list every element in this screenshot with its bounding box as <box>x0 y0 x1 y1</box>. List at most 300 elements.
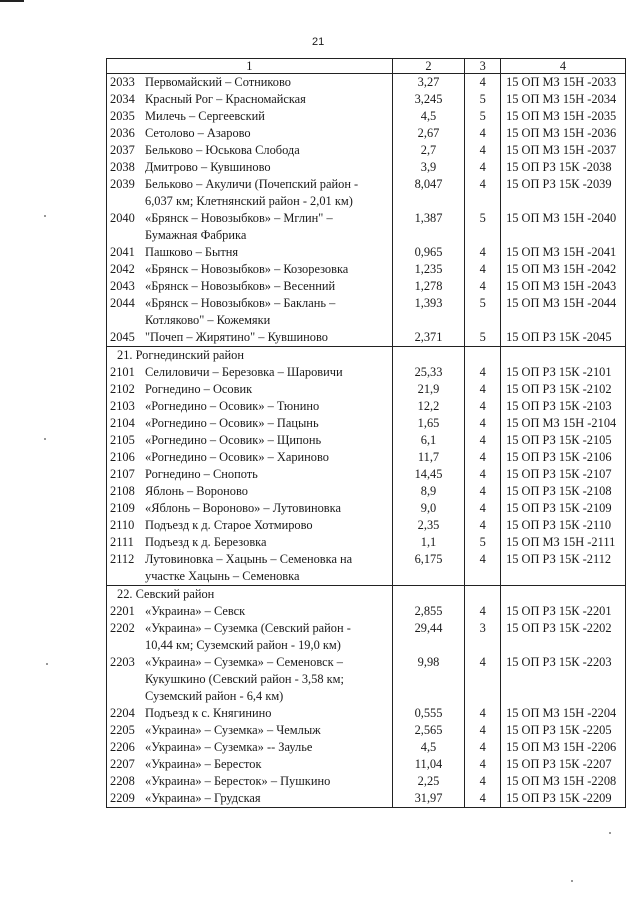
road-name-block <box>110 125 392 142</box>
road-category: 4 <box>465 159 501 176</box>
road-category: 4 <box>465 415 501 432</box>
road-category: 5 <box>465 329 501 347</box>
empty-cell <box>465 586 501 604</box>
road-name-block <box>110 91 392 108</box>
road-name-cell <box>107 295 393 329</box>
table-row <box>107 466 626 483</box>
table-body <box>107 74 626 808</box>
road-id-number: 15 ОП РЗ 15К -2110 <box>501 517 626 534</box>
road-length: 8,9 <box>392 483 465 500</box>
road-name-line: «Украина» – Суземка» -- Заулье <box>145 740 313 754</box>
empty-cell <box>501 586 626 604</box>
road-name-cell <box>107 551 393 586</box>
road-name-block <box>110 756 392 773</box>
road-length: 9,98 <box>392 654 465 705</box>
district-heading: 22. Севский район <box>107 586 393 604</box>
road-id-number: 15 ОП РЗ 15К -2205 <box>501 722 626 739</box>
road-category: 4 <box>465 790 501 808</box>
road-length: 1,235 <box>392 261 465 278</box>
road-category: 4 <box>465 261 501 278</box>
road-id-number: 15 ОП МЗ 15Н -2035 <box>501 108 626 125</box>
road-name-line: 6,037 км; Клетнянский район - 2,01 км) <box>145 194 353 208</box>
road-name-block <box>110 210 392 244</box>
table-row <box>107 261 626 278</box>
road-code: 2203 <box>110 655 135 669</box>
road-code: 2208 <box>110 774 135 788</box>
road-name-cell <box>107 176 393 210</box>
road-name-line: Бельково – Юськова Слобода <box>145 143 300 157</box>
road-name-line: «Брянск – Новозыбков» – Баклань – <box>145 296 336 310</box>
road-code: 2045 <box>110 330 135 344</box>
scan-speck <box>571 880 573 882</box>
road-name-cell <box>107 432 393 449</box>
road-name-line: Котляково" – Кожемяки <box>145 313 271 327</box>
road-id-number: 15 ОП РЗ 15К -2107 <box>501 466 626 483</box>
road-name-block <box>110 261 392 278</box>
road-code: 2201 <box>110 604 135 618</box>
road-name-cell <box>107 142 393 159</box>
road-name-line: Пашково – Бытня <box>145 245 239 259</box>
table-row <box>107 74 626 92</box>
road-name-cell <box>107 773 393 790</box>
road-name-block <box>110 278 392 295</box>
road-id-number: 15 ОП МЗ 15Н -2037 <box>501 142 626 159</box>
road-id-number: 15 ОП РЗ 15К -2109 <box>501 500 626 517</box>
road-code: 2106 <box>110 450 135 464</box>
header-col-3: 3 <box>465 59 501 74</box>
roads-table <box>106 58 626 808</box>
table-row <box>107 449 626 466</box>
road-name-line: «Яблонь – Вороново» – Лутовиновка <box>145 501 341 515</box>
road-code: 2111 <box>110 535 134 549</box>
road-code: 2108 <box>110 484 135 498</box>
table-row <box>107 125 626 142</box>
table-header <box>107 59 626 74</box>
road-category: 4 <box>465 654 501 705</box>
road-name-cell <box>107 620 393 654</box>
road-category: 4 <box>465 125 501 142</box>
road-code: 2041 <box>110 245 135 259</box>
table-row <box>107 295 626 329</box>
road-name-block <box>110 466 392 483</box>
table-row <box>107 756 626 773</box>
road-category: 4 <box>465 551 501 586</box>
road-name-line: Яблонь – Вороново <box>145 484 248 498</box>
scan-speck <box>46 663 48 665</box>
road-code: 2104 <box>110 416 135 430</box>
road-code: 2204 <box>110 706 135 720</box>
table-row <box>107 790 626 808</box>
road-length: 25,33 <box>392 364 465 381</box>
road-name-cell <box>107 654 393 705</box>
road-name-cell <box>107 210 393 244</box>
road-name-line: «Украина» – Севск <box>145 604 246 618</box>
road-name-block <box>110 244 392 261</box>
table-row <box>107 91 626 108</box>
road-name-cell <box>107 381 393 398</box>
road-id-number: 15 ОП РЗ 15К -2103 <box>501 398 626 415</box>
road-category: 4 <box>465 705 501 722</box>
road-id-number: 15 ОП МЗ 15Н -2043 <box>501 278 626 295</box>
road-name-line: «Рогнедино – Осовик» – Щипонь <box>145 433 322 447</box>
road-category: 5 <box>465 210 501 244</box>
road-name-cell <box>107 108 393 125</box>
road-category: 4 <box>465 176 501 210</box>
road-code: 2103 <box>110 399 135 413</box>
road-name-cell <box>107 739 393 756</box>
scan-speck <box>609 832 611 834</box>
road-name-cell <box>107 364 393 381</box>
road-length: 1,387 <box>392 210 465 244</box>
road-name-cell <box>107 483 393 500</box>
road-name-line: участке Хацынь – Семеновка <box>145 569 300 583</box>
table-row <box>107 620 626 654</box>
road-name-cell <box>107 466 393 483</box>
road-name-line: «Брянск – Новозыбков» – Весенний <box>145 279 336 293</box>
road-name-block <box>110 620 392 654</box>
road-name-block <box>110 483 392 500</box>
road-name-line: «Украина» – Суземка» – Семеновск – <box>145 655 343 669</box>
table-row <box>107 603 626 620</box>
table-row <box>107 432 626 449</box>
road-name-line: Подъезд к с. Княгинино <box>145 706 272 720</box>
road-name-line: Красный Рог – Красномайская <box>145 92 306 106</box>
road-id-number: 15 ОП МЗ 15Н -2033 <box>501 74 626 92</box>
road-id-number: 15 ОП МЗ 15Н -2042 <box>501 261 626 278</box>
road-name-line: «Рогнедино – Осовик» – Тюнино <box>145 399 320 413</box>
road-name-cell <box>107 790 393 808</box>
road-code: 2112 <box>110 552 135 566</box>
road-id-number: 15 ОП РЗ 15К -2045 <box>501 329 626 347</box>
road-name-block <box>110 398 392 415</box>
road-code: 2206 <box>110 740 135 754</box>
road-name-cell <box>107 278 393 295</box>
table-row <box>107 108 626 125</box>
road-name-line: Сетолово – Азарово <box>145 126 251 140</box>
road-name-line: «Брянск – Новозыбков» – Козорезовка <box>145 262 349 276</box>
road-name-line: Подъезд к д. Старое Хотмирово <box>145 518 313 532</box>
road-length: 4,5 <box>392 739 465 756</box>
road-length: 2,371 <box>392 329 465 347</box>
road-category: 4 <box>465 517 501 534</box>
road-code: 2033 <box>110 75 135 89</box>
road-id-number: 15 ОП МЗ 15Н -2206 <box>501 739 626 756</box>
road-name-cell <box>107 500 393 517</box>
road-length: 11,04 <box>392 756 465 773</box>
road-id-number: 15 ОП РЗ 15К -2106 <box>501 449 626 466</box>
road-name-block <box>110 415 392 432</box>
road-name-line: Милечь – Сергеевский <box>145 109 265 123</box>
road-code: 2202 <box>110 621 135 635</box>
road-name-line: «Рогнедино – Осовик» – Хариново <box>145 450 329 464</box>
road-code: 2105 <box>110 433 135 447</box>
road-name-block <box>110 142 392 159</box>
road-code: 2038 <box>110 160 135 174</box>
road-name-block <box>110 449 392 466</box>
road-category: 4 <box>465 603 501 620</box>
road-name-block <box>110 364 392 381</box>
road-length: 3,245 <box>392 91 465 108</box>
road-length: 21,9 <box>392 381 465 398</box>
road-name-line: «Украина» – Грудская <box>145 791 261 805</box>
road-name-cell <box>107 415 393 432</box>
road-length: 11,7 <box>392 449 465 466</box>
road-length: 31,97 <box>392 790 465 808</box>
road-name-line: Лутовиновка – Хацынь – Семеновка на <box>145 552 353 566</box>
road-category: 5 <box>465 108 501 125</box>
road-name-cell <box>107 517 393 534</box>
road-name-line: «Брянск – Новозыбков» – Мглин" – <box>145 211 333 225</box>
road-name-line: «Рогнедино – Осовик» – Пацынь <box>145 416 319 430</box>
road-category: 4 <box>465 466 501 483</box>
road-id-number: 15 ОП РЗ 15К -2039 <box>501 176 626 210</box>
road-id-number: 15 ОП МЗ 15Н -2041 <box>501 244 626 261</box>
table-row <box>107 739 626 756</box>
road-code: 2110 <box>110 518 135 532</box>
road-length: 29,44 <box>392 620 465 654</box>
road-length: 14,45 <box>392 466 465 483</box>
road-id-number: 15 ОП РЗ 15К -2202 <box>501 620 626 654</box>
road-name-cell <box>107 398 393 415</box>
road-code: 2034 <box>110 92 135 106</box>
road-name-block <box>110 722 392 739</box>
header-col-2: 2 <box>392 59 465 74</box>
road-category: 4 <box>465 244 501 261</box>
road-category: 4 <box>465 773 501 790</box>
road-name-line: Дмитрово – Кувшиново <box>145 160 271 174</box>
road-category: 4 <box>465 756 501 773</box>
road-id-number: 15 ОП РЗ 15К -2038 <box>501 159 626 176</box>
road-name-block <box>110 295 392 329</box>
road-name-cell <box>107 705 393 722</box>
road-name-cell <box>107 722 393 739</box>
road-code: 2043 <box>110 279 135 293</box>
road-name-line: "Почеп – Жирятино" – Кувшиново <box>145 330 328 344</box>
road-id-number: 15 ОП МЗ 15Н -2104 <box>501 415 626 432</box>
table-row <box>107 551 626 586</box>
road-id-number: 15 ОП МЗ 15Н -2044 <box>501 295 626 329</box>
road-category: 4 <box>465 483 501 500</box>
road-category: 4 <box>465 74 501 92</box>
district-heading-row <box>107 347 626 365</box>
road-category: 4 <box>465 432 501 449</box>
road-code: 2037 <box>110 143 135 157</box>
road-code: 2035 <box>110 109 135 123</box>
road-name-block <box>110 108 392 125</box>
road-name-block <box>110 74 392 91</box>
road-name-block <box>110 603 392 620</box>
header-col-4: 4 <box>501 59 626 74</box>
road-name-block <box>110 329 392 346</box>
road-code: 2102 <box>110 382 135 396</box>
road-code: 2107 <box>110 467 135 481</box>
road-length: 3,27 <box>392 74 465 92</box>
road-name-line: Подъезд к д. Березовка <box>145 535 267 549</box>
road-name-line: «Украина» – Бересток <box>145 757 262 771</box>
table-row <box>107 278 626 295</box>
road-name-cell <box>107 329 393 347</box>
road-length: 12,2 <box>392 398 465 415</box>
table-row <box>107 654 626 705</box>
road-length: 2,67 <box>392 125 465 142</box>
road-name-cell <box>107 125 393 142</box>
scan-speck <box>44 438 46 440</box>
table-row <box>107 364 626 381</box>
empty-cell <box>501 347 626 365</box>
road-category: 4 <box>465 449 501 466</box>
table-row <box>107 142 626 159</box>
road-code: 2109 <box>110 501 135 515</box>
road-name-block <box>110 432 392 449</box>
road-code: 2205 <box>110 723 135 737</box>
road-id-number: 15 ОП МЗ 15Н -2036 <box>501 125 626 142</box>
header-col-1: 1 <box>107 59 393 74</box>
road-length: 4,5 <box>392 108 465 125</box>
table-row <box>107 773 626 790</box>
road-name-block <box>110 790 392 807</box>
district-heading: 21. Рогнединский район <box>107 347 393 365</box>
table-row <box>107 210 626 244</box>
road-id-number: 15 ОП МЗ 15Н -2034 <box>501 91 626 108</box>
scan-corner-mark <box>0 0 24 2</box>
road-length: 1,278 <box>392 278 465 295</box>
road-name-line: Первомайский – Сотниково <box>145 75 291 89</box>
road-id-number: 15 ОП РЗ 15К -2101 <box>501 364 626 381</box>
table-row <box>107 329 626 347</box>
road-name-cell <box>107 91 393 108</box>
road-name-line: 10,44 км; Суземский район - 19,0 км) <box>145 638 341 652</box>
road-code: 2044 <box>110 296 135 310</box>
road-id-number: 15 ОП РЗ 15К -2102 <box>501 381 626 398</box>
road-name-block <box>110 517 392 534</box>
empty-cell <box>392 347 465 365</box>
road-length: 1,1 <box>392 534 465 551</box>
table-row <box>107 517 626 534</box>
table-row <box>107 176 626 210</box>
road-length: 8,047 <box>392 176 465 210</box>
road-category: 3 <box>465 620 501 654</box>
road-name-block <box>110 500 392 517</box>
road-category: 4 <box>465 398 501 415</box>
road-length: 2,565 <box>392 722 465 739</box>
road-length: 9,0 <box>392 500 465 517</box>
road-category: 4 <box>465 142 501 159</box>
road-name-block <box>110 381 392 398</box>
road-name-line: «Украина» – Суземка» – Чемлыж <box>145 723 321 737</box>
road-category: 4 <box>465 278 501 295</box>
road-length: 1,65 <box>392 415 465 432</box>
road-name-line: Рогнедино – Осовик <box>145 382 253 396</box>
road-name-block <box>110 534 392 551</box>
road-category: 5 <box>465 534 501 551</box>
road-category: 5 <box>465 295 501 329</box>
table-row <box>107 244 626 261</box>
road-code: 2042 <box>110 262 135 276</box>
road-name-cell <box>107 756 393 773</box>
road-category: 4 <box>465 739 501 756</box>
road-length: 2,25 <box>392 773 465 790</box>
road-length: 1,393 <box>392 295 465 329</box>
road-name-block <box>110 551 392 585</box>
road-length: 6,175 <box>392 551 465 586</box>
road-name-line: «Украина» – Бересток» – Пушкино <box>145 774 331 788</box>
road-id-number: 15 ОП РЗ 15К -2112 <box>501 551 626 586</box>
road-name-line: Суземский район - 6,4 км) <box>145 689 284 703</box>
road-category: 4 <box>465 722 501 739</box>
table-row <box>107 159 626 176</box>
road-name-cell <box>107 74 393 92</box>
table-row <box>107 398 626 415</box>
table-row <box>107 705 626 722</box>
road-category: 4 <box>465 364 501 381</box>
table-row <box>107 534 626 551</box>
table-row <box>107 483 626 500</box>
scan-speck <box>44 215 46 217</box>
table-row <box>107 722 626 739</box>
road-length: 3,9 <box>392 159 465 176</box>
district-heading-row <box>107 586 626 604</box>
road-id-number: 15 ОП РЗ 15К -2105 <box>501 432 626 449</box>
road-category: 4 <box>465 381 501 398</box>
table-row <box>107 500 626 517</box>
road-length: 2,855 <box>392 603 465 620</box>
road-name-block <box>110 159 392 176</box>
road-length: 0,555 <box>392 705 465 722</box>
road-name-line: Селиловичи – Березовка – Шаровичи <box>145 365 343 379</box>
road-length: 2,7 <box>392 142 465 159</box>
road-name-line: Рогнедино – Снопоть <box>145 467 258 481</box>
road-length: 6,1 <box>392 432 465 449</box>
table-row <box>107 381 626 398</box>
road-code: 2040 <box>110 211 135 225</box>
road-name-cell <box>107 534 393 551</box>
road-name-block <box>110 773 392 790</box>
road-id-number: 15 ОП РЗ 15К -2203 <box>501 654 626 705</box>
road-name-line: «Украина» – Суземка (Севский район - <box>145 621 351 635</box>
road-name-cell <box>107 603 393 620</box>
road-code: 2209 <box>110 791 135 805</box>
road-name-cell <box>107 244 393 261</box>
road-id-number: 15 ОП РЗ 15К -2201 <box>501 603 626 620</box>
road-id-number: 15 ОП РЗ 15К -2209 <box>501 790 626 808</box>
road-id-number: 15 ОП МЗ 15Н -2204 <box>501 705 626 722</box>
road-category: 5 <box>465 91 501 108</box>
road-name-line: Кукушкино (Севский район - 3,58 км; <box>145 672 344 686</box>
road-name-cell <box>107 261 393 278</box>
road-name-block <box>110 705 392 722</box>
road-name-block <box>110 654 392 705</box>
road-length: 2,35 <box>392 517 465 534</box>
road-id-number: 15 ОП МЗ 15Н -2040 <box>501 210 626 244</box>
road-length: 0,965 <box>392 244 465 261</box>
empty-cell <box>392 586 465 604</box>
road-category: 4 <box>465 500 501 517</box>
road-code: 2101 <box>110 365 135 379</box>
road-id-number: 15 ОП РЗ 15К -2207 <box>501 756 626 773</box>
road-name-line: Бельково – Акуличи (Почепский район - <box>145 177 359 191</box>
road-name-block <box>110 739 392 756</box>
road-code: 2036 <box>110 126 135 140</box>
road-code: 2207 <box>110 757 135 771</box>
road-id-number: 15 ОП МЗ 15Н -2208 <box>501 773 626 790</box>
road-code: 2039 <box>110 177 135 191</box>
road-name-cell <box>107 159 393 176</box>
road-id-number: 15 ОП МЗ 15Н -2111 <box>501 534 626 551</box>
road-name-line: Бумажная Фабрика <box>145 228 247 242</box>
road-name-block <box>110 176 392 210</box>
road-name-cell <box>107 449 393 466</box>
table-row <box>107 415 626 432</box>
